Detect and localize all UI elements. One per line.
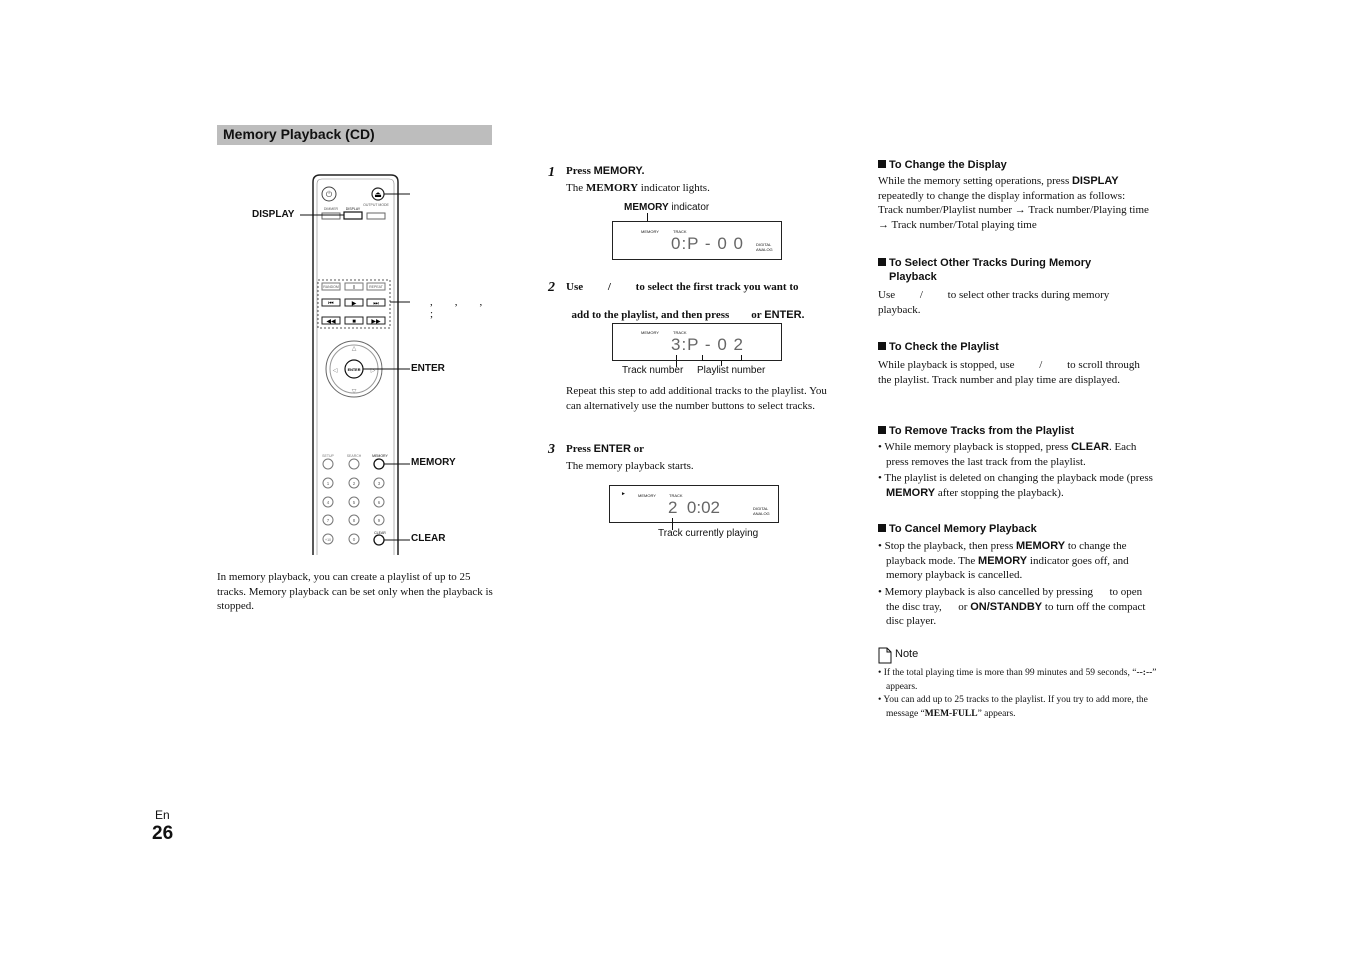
section-change-display-body: While the memory setting operations, press DISPLAY repeatedly to change the display information as follows: Track number/Playlist number → Track number/Playing time → Track number/Total playing time [878, 175, 1149, 231]
svg-text:■: ■ [352, 319, 356, 325]
memory-callout-label: MEMORY [411, 457, 456, 468]
step-3-number: 3 [548, 442, 555, 457]
section-select-tracks-title-line2: Playback [889, 271, 937, 283]
svg-text:▶▶: ▶▶ [371, 319, 381, 325]
remote-control-illustration [250, 170, 500, 555]
step-3-body: The memory playback starts. [566, 460, 694, 472]
svg-text:◀◀: ◀◀ [326, 319, 336, 325]
svg-text:⏭: ⏭ [373, 301, 379, 307]
dimmer-button [322, 213, 340, 219]
track-number-caption: Track number [622, 365, 684, 376]
svg-text:II: II [352, 285, 356, 291]
intro-paragraph: In memory playback, you can create a playlist of up to 25 tracks. Memory playback can be set only when the playback is stopped. [217, 571, 493, 613]
section-check-playlist-title: To Check the Playlist [878, 341, 999, 353]
section-select-tracks-title: To Select Other Tracks During Memory [878, 257, 1091, 269]
section-change-display-title: To Change the Display [878, 159, 1007, 171]
step-2-number: 2 [548, 280, 555, 295]
step-1-number: 1 [548, 165, 555, 180]
page-number: 26 [152, 823, 174, 844]
step-1-heading: Press MEMORY. [566, 165, 645, 177]
step-2-heading-line2: add to the playlist, and then press or ENTER. [571, 309, 805, 321]
enter-callout-label: ENTER [411, 363, 445, 374]
svg-text:7: 7 [326, 518, 330, 523]
memory-indicator-label: MEMORY indicator [624, 202, 710, 213]
section-check-playlist-body: While playback is stopped, use / to scroll through the playlist. Track number and play time are displayed. [878, 359, 1143, 386]
search-button [349, 459, 359, 469]
svg-text:3: 3 [377, 481, 381, 486]
svg-text:▶: ▶ [351, 301, 357, 307]
svg-text:MEMORY: MEMORY [372, 454, 388, 458]
svg-text:CLEAR: CLEAR [374, 531, 386, 535]
transport-callout-semicolon: ; [430, 308, 434, 320]
svg-text:ENTER: ENTER [347, 368, 361, 372]
svg-text:1: 1 [326, 481, 330, 486]
svg-text:5: 5 [352, 500, 356, 505]
lcd-display-step-2: MEMORY TRACK 3:P - 0 2 [612, 323, 782, 361]
clear-button [374, 535, 384, 545]
svg-text:0: 0 [352, 537, 356, 542]
lcd-display-step-1: MEMORY TRACK 0:P - 0 0 DIGITAL ANALOG [612, 221, 782, 260]
svg-text:⏻: ⏻ [325, 190, 333, 199]
step-3-heading: Press ENTER or [566, 443, 645, 455]
svg-text:△: △ [351, 346, 357, 352]
display-key-label: DISPLAY [345, 207, 361, 211]
svg-text:SETUP: SETUP [322, 454, 334, 458]
memory-button [374, 459, 384, 469]
note-icon [878, 647, 892, 664]
section-select-tracks-body: Use / to select other tracks during memory playback. [878, 289, 1113, 316]
step-2-heading-line1: Use / to select the first track you want to [566, 281, 799, 293]
svg-text:8: 8 [352, 518, 356, 523]
section-cancel-memory-bullet-2: • Memory playback is also cancelled by pressing to open the disc tray, or ON/STANDBY to turn off the compact disc player. [878, 586, 1149, 628]
section-header-bar [217, 125, 492, 145]
svg-text:⏏: ⏏ [374, 190, 382, 199]
clear-callout-label: CLEAR [411, 533, 446, 544]
svg-text:▽: ▽ [351, 389, 357, 395]
section-remove-tracks-bullet-2: • The playlist is deleted on changing the playback mode (press MEMORY after stopping the playback). [878, 472, 1153, 499]
display-button [344, 212, 362, 219]
output-mode-button [367, 213, 385, 219]
step-1-body: The MEMORY indicator lights. [566, 182, 710, 194]
svg-text:▷: ▷ [370, 368, 376, 374]
svg-text:REPEAT: REPEAT [369, 285, 383, 289]
playlist-number-caption: Playlist number [697, 365, 766, 376]
display-callout-label: DISPLAY [252, 209, 295, 220]
setup-button [323, 459, 333, 469]
svg-text:◁: ◁ [332, 368, 338, 374]
output-mode-label: OUTPUT MODE [363, 203, 389, 207]
svg-text:RANDOM: RANDOM [323, 285, 339, 289]
section-cancel-memory-title: To Cancel Memory Playback [878, 523, 1037, 535]
svg-text:⏮: ⏮ [328, 301, 334, 307]
note-item-1: • If the total playing time is more than 99 minutes and 59 seconds, “--:--” appears. [878, 668, 1157, 692]
dimmer-label: DIMMER [323, 207, 339, 211]
note-item-2: • You can add up to 25 tracks to the playlist. If you try to add more, the message “MEM-FULL” appears. [878, 695, 1148, 719]
svg-text:9: 9 [377, 518, 381, 523]
language-label: En [155, 808, 170, 822]
step-2-body: Repeat this step to add additional tracks to the playlist. You can alternatively use the number buttons to select tracks. [566, 385, 827, 412]
page-title: Memory Playback (CD) [223, 126, 375, 142]
svg-text:2: 2 [352, 481, 356, 486]
svg-text:SEARCH: SEARCH [346, 454, 362, 458]
section-cancel-memory-bullet-1: • Stop the playback, then press MEMORY to change the playback mode. The MEMORY indicator goes off, and memory playback is cancelled. [878, 540, 1129, 582]
track-playing-caption: Track currently playing [658, 528, 759, 539]
section-remove-tracks-title: To Remove Tracks from the Playlist [878, 425, 1074, 437]
svg-text:4: 4 [326, 500, 330, 505]
svg-text:+10: +10 [325, 538, 331, 542]
note-title: Note [895, 648, 919, 660]
svg-text:6: 6 [377, 500, 381, 505]
transport-callout-commas: , , , [430, 296, 483, 308]
section-remove-tracks-bullet-1: • While memory playback is stopped, press CLEAR. Each press removes the last track from the playlist. [878, 441, 1137, 468]
lcd-display-step-3: ► MEMORY TRACK 2 0:02 DIGITAL ANALOG [609, 485, 779, 523]
